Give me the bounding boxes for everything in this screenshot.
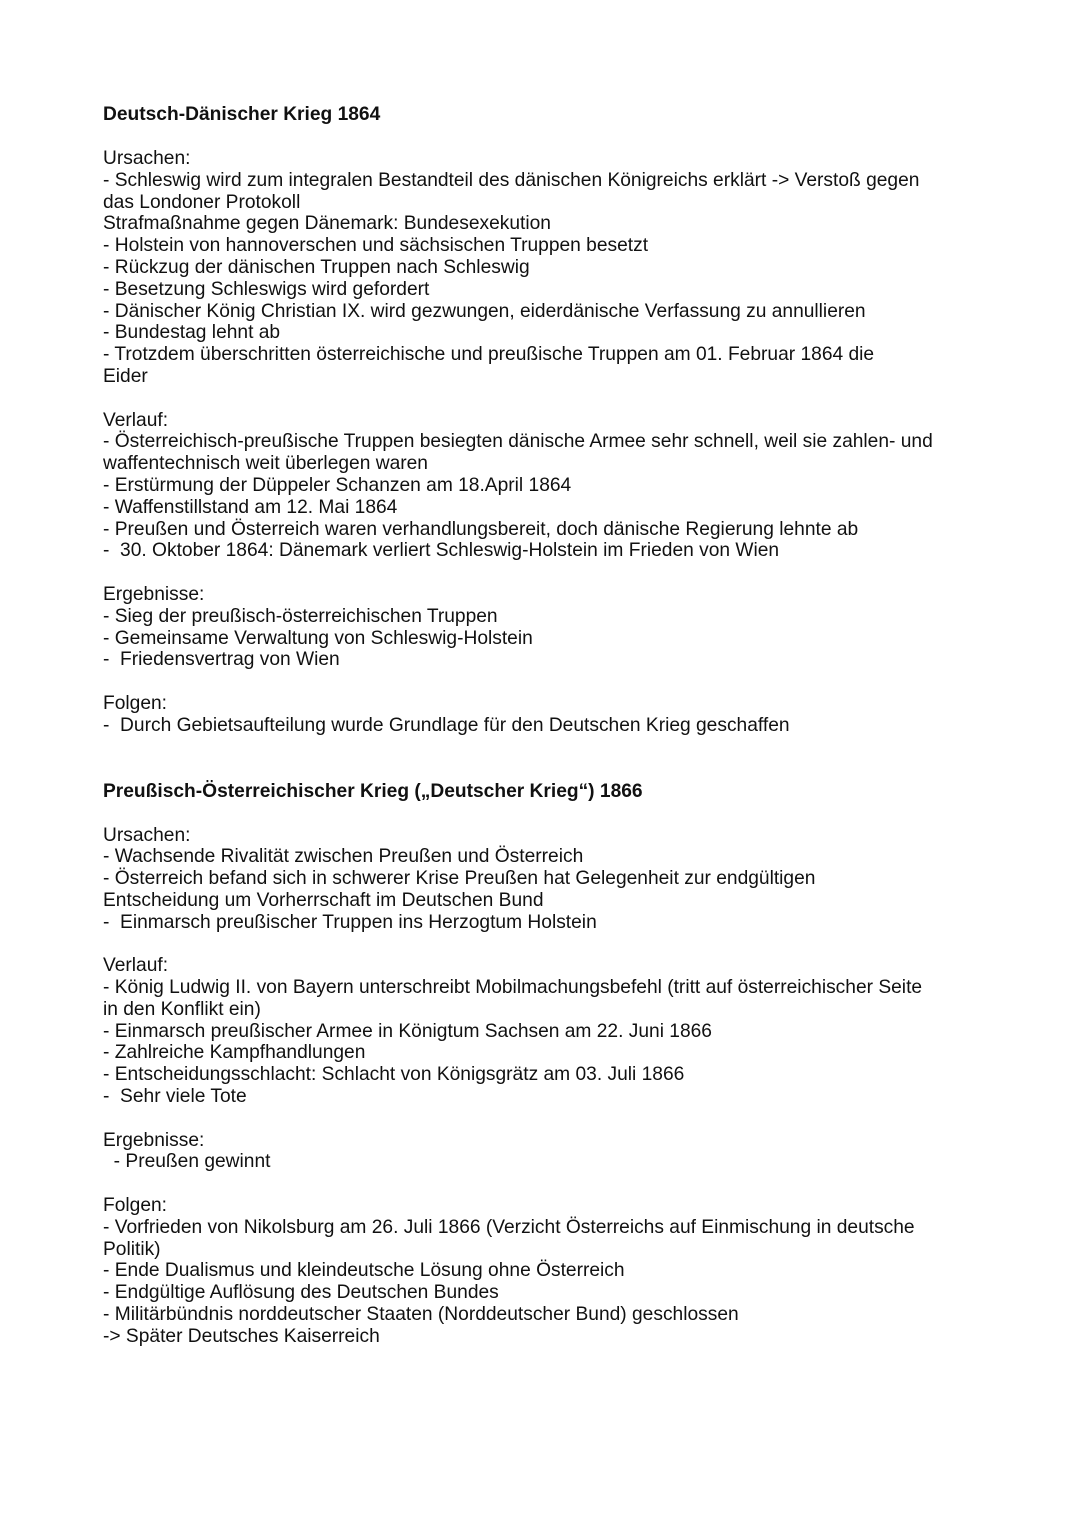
section-ursachen: [103, 825, 1003, 934]
war-section-1866: [103, 780, 1003, 1348]
text-line: - Gemeinsame Verwaltung von Schleswig-Holstein: [103, 627, 533, 649]
text-line: Entscheidung um Vorherrschaft im Deutschen Bund: [103, 889, 544, 911]
text-line: - Ende Dualismus und kleindeutsche Lösung ohne Österreich: [103, 1260, 625, 1282]
section-ergebnisse: [103, 1130, 1003, 1174]
section-label: Ergebnisse:: [103, 1129, 205, 1151]
text-line: - 30. Oktober 1864: Dänemark verliert Schleswig-Holstein im Frieden von Wien: [103, 540, 780, 562]
war-section-1864: [103, 103, 1003, 737]
text-line: - Rückzug der dänischen Truppen nach Schleswig: [103, 256, 530, 278]
war-heading: Preußisch-Österreichischer Krieg („Deutscher Krieg“) 1866: [103, 780, 643, 802]
text-line: - Vorfrieden von Nikolsburg am 26. Juli 1866 (Verzicht Österreichs auf Einmischung in deutsche: [103, 1216, 915, 1238]
text-line: - Bundestag lehnt ab: [103, 322, 281, 344]
section-label: Folgen:: [103, 692, 167, 714]
text-line: - Österreich befand sich in schwerer Krise Preußen hat Gelegenheit zur endgültigen: [103, 868, 816, 890]
text-line: in den Konflikt ein): [103, 998, 261, 1020]
text-line: Strafmaßnahme gegen Dänemark: Bundesexekution: [103, 213, 551, 235]
text-line: - Österreichisch-preußische Truppen besiegten dänische Armee sehr schnell, weil sie zahlen- und: [103, 431, 933, 453]
section-label: Folgen:: [103, 1195, 167, 1217]
text-line: - Entscheidungsschlacht: Schlacht von Königsgrätz am 03. Juli 1866: [103, 1064, 685, 1086]
text-line: - Durch Gebietsaufteilung wurde Grundlage für den Deutschen Krieg geschaffen: [103, 714, 790, 736]
text-line: - König Ludwig II. von Bayern unterschreibt Mobilmachungsbefehl (tritt auf österreichischer Seite: [103, 977, 923, 999]
text-line: - Erstürmung der Düppeler Schanzen am 18.April 1864: [103, 474, 572, 496]
text-line: - Sieg der preußisch-österreichischen Truppen: [103, 605, 498, 627]
text-line: - Friedensvertrag von Wien: [103, 649, 340, 671]
text-line: - Sehr viele Tote: [103, 1086, 247, 1108]
text-line: - Waffenstillstand am 12. Mai 1864: [103, 496, 398, 518]
war-heading: Deutsch-Dänischer Krieg 1864: [103, 104, 381, 125]
section-label: Ergebnisse:: [103, 583, 205, 605]
text-line: - Wachsende Rivalität zwischen Preußen und Österreich: [103, 846, 584, 868]
section-verlauf: [103, 955, 1003, 1108]
section-ursachen: [103, 148, 1003, 388]
text-line: Politik): [103, 1238, 161, 1260]
text-line: - Militärbündnis norddeutscher Staaten (Norddeutscher Bund) geschlossen: [103, 1304, 739, 1326]
section-verlauf: [103, 410, 1003, 563]
document-page: [103, 103, 1003, 1348]
text-line: das Londoner Protokoll: [103, 191, 301, 213]
text-line: - Dänischer König Christian IX. wird gezwungen, eiderdänische Verfassung zu annullieren: [103, 300, 866, 322]
text-line: - Preußen gewinnt: [103, 1151, 271, 1173]
section-label: Verlauf:: [103, 955, 169, 977]
section-folgen: [103, 1195, 1003, 1348]
text-line: - Schleswig wird zum integralen Bestandteil des dänischen Königreichs erklärt -> Verstoß gegen: [103, 169, 920, 191]
section-ergebnisse: [103, 584, 1003, 671]
text-line: - Zahlreiche Kampfhandlungen: [103, 1042, 366, 1064]
text-line: Eider: [103, 365, 148, 387]
text-line: - Einmarsch preußischer Truppen ins Herzogtum Holstein: [103, 911, 597, 933]
text-line: -> Später Deutsches Kaiserreich: [103, 1325, 380, 1347]
text-line: - Holstein von hannoverschen und sächsischen Truppen besetzt: [103, 235, 649, 257]
section-folgen: [103, 693, 1003, 737]
text-line: - Preußen und Österreich waren verhandlungsbereit, doch dänische Regierung lehnte ab: [103, 518, 859, 540]
text-line: waffentechnisch weit überlegen waren: [103, 453, 428, 475]
text-line: - Endgültige Auflösung des Deutschen Bundes: [103, 1282, 499, 1304]
text-line: - Trotzdem überschritten österreichische und preußische Truppen am 01. Februar 1864 die: [103, 344, 875, 366]
text-line: - Besetzung Schleswigs wird gefordert: [103, 278, 430, 300]
section-label: Ursachen:: [103, 148, 191, 169]
section-label: Ursachen:: [103, 824, 191, 846]
section-label: Verlauf:: [103, 409, 169, 431]
text-line: - Einmarsch preußischer Armee in Königtum Sachsen am 22. Juni 1866: [103, 1020, 712, 1042]
